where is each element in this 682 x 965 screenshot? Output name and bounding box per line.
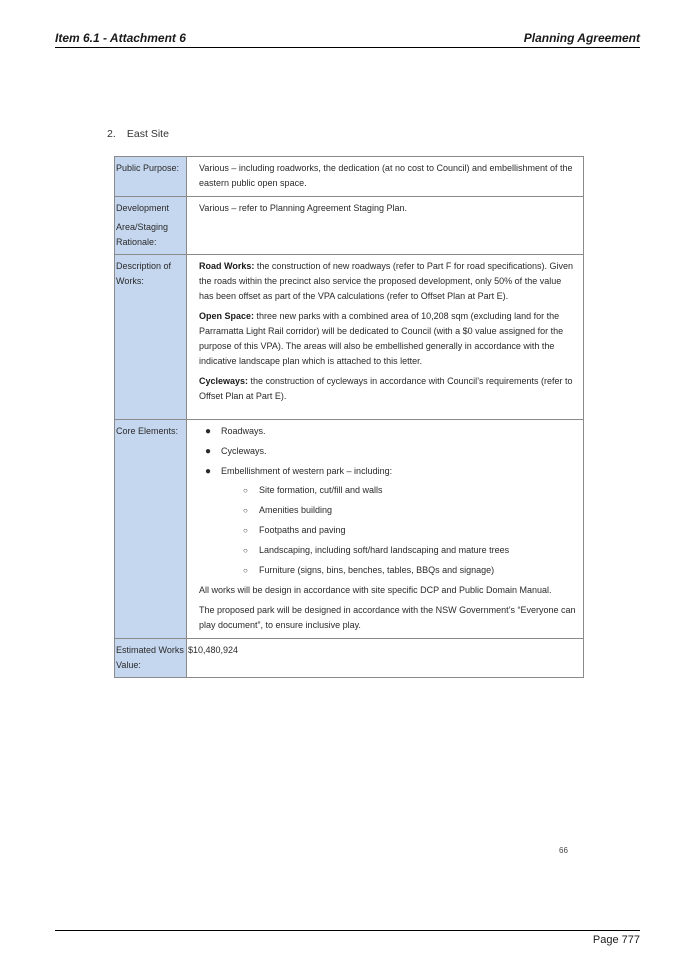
road-works-text: the construction of new roadways (refer to Part F for road specifications). Given the roads within the precinct also service the proposed development, only 50% of the value has been offset as part of the VPA calculations (refer to Offset Plan at Part E). [199,261,573,301]
inner-page-number: 66 [559,846,568,855]
list-item-text: Embellishment of western park – including: [221,466,393,476]
circle-bullet-icon: ○ [243,506,248,515]
value-cell [187,197,584,255]
core-note-inclusive-play: The proposed park will be designed in accordance with the NSW Government’s “Everyone can play document”, to ensure inclusive play. [199,605,576,630]
list-item [205,464,577,578]
label-cell [115,255,187,420]
circle-bullet-icon: ○ [243,566,248,575]
circle-bullet-icon: ○ [243,546,248,555]
estimated-value-label: Estimated Works Value: [116,645,184,670]
row-development [115,197,584,255]
value-cell [187,639,584,678]
road-works-paragraph [199,259,577,304]
circle-bullet-icon: ○ [243,486,248,495]
cycleways-title: Cycleways: [199,376,249,386]
sub-list-item [243,503,577,518]
core-elements-list [199,424,577,578]
row-description [115,255,584,420]
header-item-label: Item 6.1 - Attachment 6 [55,31,186,45]
value-cell [187,420,584,639]
row-public-purpose [115,157,584,197]
sub-item-text: Furniture (signs, bins, benches, tables, BBQs and signage) [259,565,495,575]
core-note-design: All works will be design in accordance with site specific DCP and Public Domain Manual. [199,585,552,595]
sub-list-item [243,483,577,498]
core-elements-label: Core Elements: [116,426,179,436]
section-heading [107,128,169,140]
page-number: Page 777 [592,934,640,946]
row-estimated-value [115,639,584,678]
development-label-rationale: Area/Staging Rationale: [116,222,169,247]
estimated-value: $10,480,924 [188,645,239,655]
sub-item-text: Amenities building [259,505,333,515]
circle-bullet-icon: ○ [243,526,248,535]
label-cell [115,157,187,197]
value-cell [187,255,584,420]
label-cell [115,639,187,678]
description-label: Description of Works: [116,261,172,286]
open-space-text: three new parks with a combined area of 10,208 sqm (excluding land for the Parramatta Light Rail corridor) will be dedicated to Council (with a $0 value assigned for the purpose of this VPA). The areas will also be embellished generally in accordance with the indicative landscape plan which is attached to this letter. [199,311,564,366]
list-item-text: Cycleways. [221,446,267,456]
sub-item-text: Landscaping, including soft/hard landscaping and mature trees [259,545,510,555]
section-title: East Site [126,128,169,140]
road-works-title: Road Works: [199,261,255,271]
row-core-elements [115,420,584,639]
sub-item-text: Footpaths and paving [259,525,346,535]
planning-table [114,156,584,678]
bullet-icon: ● [205,446,212,457]
cycleways-text: the construction of cycleways in accordance with Council’s requirements (refer to Offset Plan at Part E). [199,376,573,401]
development-label: Development [116,203,170,213]
value-cell [187,157,584,197]
sub-list-item [243,523,577,538]
open-space-paragraph [199,309,577,369]
public-purpose-label: Public Purpose: [116,163,180,173]
public-purpose-value: Various – including roadworks, the dedication (at no cost to Council) and embellishment of the eastern public open space. [199,163,573,188]
header-document-title: Planning Agreement [523,31,640,45]
park-embellishment-list [221,483,577,578]
cycleways-paragraph [199,374,577,404]
page-footer [55,930,640,946]
list-item [205,424,577,439]
section-number: 2. [107,128,116,140]
bullet-icon: ● [205,466,212,477]
list-item-text: Roadways. [221,426,266,436]
open-space-title: Open Space: [199,311,255,321]
development-value: Various – refer to Planning Agreement Staging Plan. [199,203,407,213]
label-cell [115,197,187,255]
label-cell [115,420,187,639]
sub-list-item [243,563,577,578]
list-item [205,444,577,459]
page-header [55,31,640,48]
sub-item-text: Site formation, cut/fill and walls [259,485,383,495]
sub-list-item [243,543,577,558]
bullet-icon: ● [205,426,212,437]
